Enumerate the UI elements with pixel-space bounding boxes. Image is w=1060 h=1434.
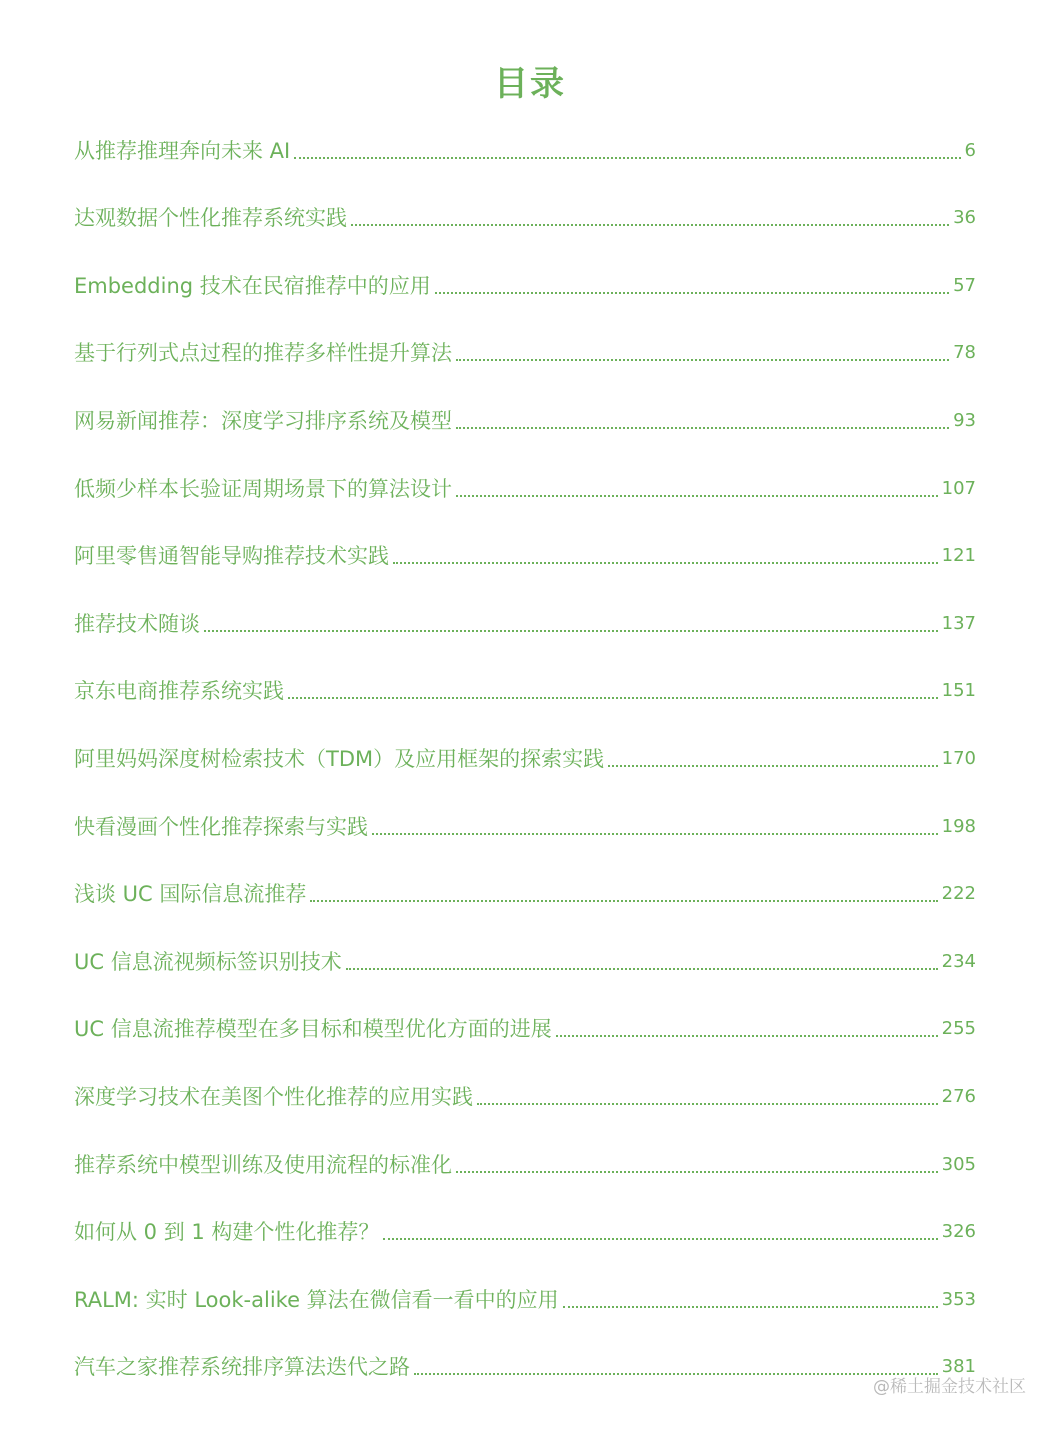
toc-entry[interactable] bbox=[74, 1076, 976, 1144]
toc-entry[interactable] bbox=[74, 671, 976, 739]
toc-entry[interactable] bbox=[74, 806, 976, 874]
dot-leader bbox=[456, 427, 949, 429]
dot-leader bbox=[294, 157, 960, 159]
toc-entry-page-number: 6 bbox=[964, 139, 976, 161]
dot-leader bbox=[456, 495, 938, 497]
toc-entry[interactable] bbox=[74, 738, 976, 806]
toc-entry[interactable] bbox=[74, 941, 976, 1009]
toc-entry-page-number: 381 bbox=[941, 1356, 976, 1378]
toc-entry-page-number: 107 bbox=[941, 477, 976, 499]
dot-leader bbox=[383, 1238, 937, 1240]
toc-entry-page-number: 36 bbox=[953, 207, 976, 229]
page-title: 目录 bbox=[494, 64, 566, 104]
toc-entry[interactable] bbox=[74, 1144, 976, 1212]
toc-entry-page-number: 170 bbox=[941, 747, 976, 769]
toc-entry-page-number: 305 bbox=[941, 1153, 976, 1175]
dot-leader bbox=[310, 900, 937, 902]
toc-entry-title: 浅谈 UC 国际信息流推荐 bbox=[74, 882, 307, 907]
dot-leader bbox=[556, 1035, 938, 1037]
dot-leader bbox=[288, 697, 938, 699]
dot-leader bbox=[351, 224, 949, 226]
toc-entry-title: 阿里零售通智能导购推荐技术实践 bbox=[74, 544, 389, 569]
toc-entry-title: 阿里妈妈深度树检索技术（TDM）及应用框架的探索实践 bbox=[74, 746, 605, 771]
toc-entry-page-number: 353 bbox=[941, 1288, 976, 1310]
toc-entry[interactable] bbox=[74, 1212, 976, 1280]
table-of-contents bbox=[74, 130, 976, 1414]
dot-leader bbox=[456, 359, 949, 361]
toc-entry-page-number: 137 bbox=[941, 612, 976, 634]
toc-entry-title: 网易新闻推荐：深度学习排序系统及模型 bbox=[74, 408, 452, 433]
dot-leader bbox=[204, 630, 938, 632]
toc-entry-title: UC 信息流推荐模型在多目标和模型优化方面的进展 bbox=[74, 1017, 552, 1042]
toc-entry-page-number: 255 bbox=[941, 1018, 976, 1040]
toc-entry[interactable] bbox=[74, 265, 976, 333]
dot-leader bbox=[414, 1373, 938, 1375]
watermark: @稀土掘金技术社区 bbox=[873, 1377, 1026, 1397]
toc-entry-page-number: 234 bbox=[941, 950, 976, 972]
dot-leader bbox=[435, 292, 949, 294]
toc-entry[interactable] bbox=[74, 130, 976, 198]
toc-entry[interactable] bbox=[74, 198, 976, 266]
toc-entry[interactable] bbox=[74, 1279, 976, 1347]
dot-leader bbox=[393, 562, 938, 564]
toc-entry[interactable] bbox=[74, 536, 976, 604]
toc-entry-title: 从推荐推理奔向未来 AI bbox=[74, 138, 291, 163]
toc-entry[interactable] bbox=[74, 468, 976, 536]
toc-entry-page-number: 276 bbox=[941, 1085, 976, 1107]
toc-entry-title: 推荐系统中模型训练及使用流程的标准化 bbox=[74, 1152, 452, 1177]
toc-entry-title: 基于行列式点过程的推荐多样性提升算法 bbox=[74, 341, 452, 366]
toc-entry-page-number: 121 bbox=[941, 545, 976, 567]
toc-entry-title: RALM: 实时 Look-alike 算法在微信看一看中的应用 bbox=[74, 1287, 559, 1312]
toc-entry-page-number: 198 bbox=[941, 815, 976, 837]
dot-leader bbox=[477, 1103, 938, 1105]
toc-entry[interactable] bbox=[74, 874, 976, 942]
toc-entry-title: 低频少样本长验证周期场景下的算法设计 bbox=[74, 476, 452, 501]
toc-entry-page-number: 78 bbox=[953, 342, 976, 364]
toc-entry[interactable] bbox=[74, 603, 976, 671]
toc-entry-page-number: 151 bbox=[941, 680, 976, 702]
dot-leader bbox=[563, 1306, 938, 1308]
toc-entry-page-number: 326 bbox=[941, 1221, 976, 1243]
toc-entry-title: 达观数据个性化推荐系统实践 bbox=[74, 206, 347, 231]
toc-entry-title: 如何从 0 到 1 构建个性化推荐？ bbox=[74, 1220, 380, 1245]
dot-leader bbox=[456, 1171, 938, 1173]
toc-entry-title: 汽车之家推荐系统排序算法迭代之路 bbox=[74, 1355, 410, 1380]
toc-entry-title: 快看漫画个性化推荐探索与实践 bbox=[74, 814, 368, 839]
toc-entry[interactable] bbox=[74, 1347, 976, 1415]
dot-leader bbox=[608, 765, 938, 767]
toc-entry-page-number: 222 bbox=[941, 883, 976, 905]
toc-entry-title: 京东电商推荐系统实践 bbox=[74, 679, 284, 704]
toc-entry[interactable] bbox=[74, 400, 976, 468]
toc-entry[interactable] bbox=[74, 333, 976, 401]
dot-leader bbox=[346, 968, 938, 970]
toc-entry-title: UC 信息流视频标签识别技术 bbox=[74, 949, 342, 974]
toc-entry-page-number: 57 bbox=[953, 274, 976, 296]
toc-entry-title: Embedding 技术在民宿推荐中的应用 bbox=[74, 273, 431, 298]
dot-leader bbox=[372, 833, 938, 835]
toc-entry-page-number: 93 bbox=[953, 409, 976, 431]
toc-entry-title: 推荐技术随谈 bbox=[74, 611, 200, 636]
toc-entry[interactable] bbox=[74, 1009, 976, 1077]
toc-entry-title: 深度学习技术在美图个性化推荐的应用实践 bbox=[74, 1084, 473, 1109]
